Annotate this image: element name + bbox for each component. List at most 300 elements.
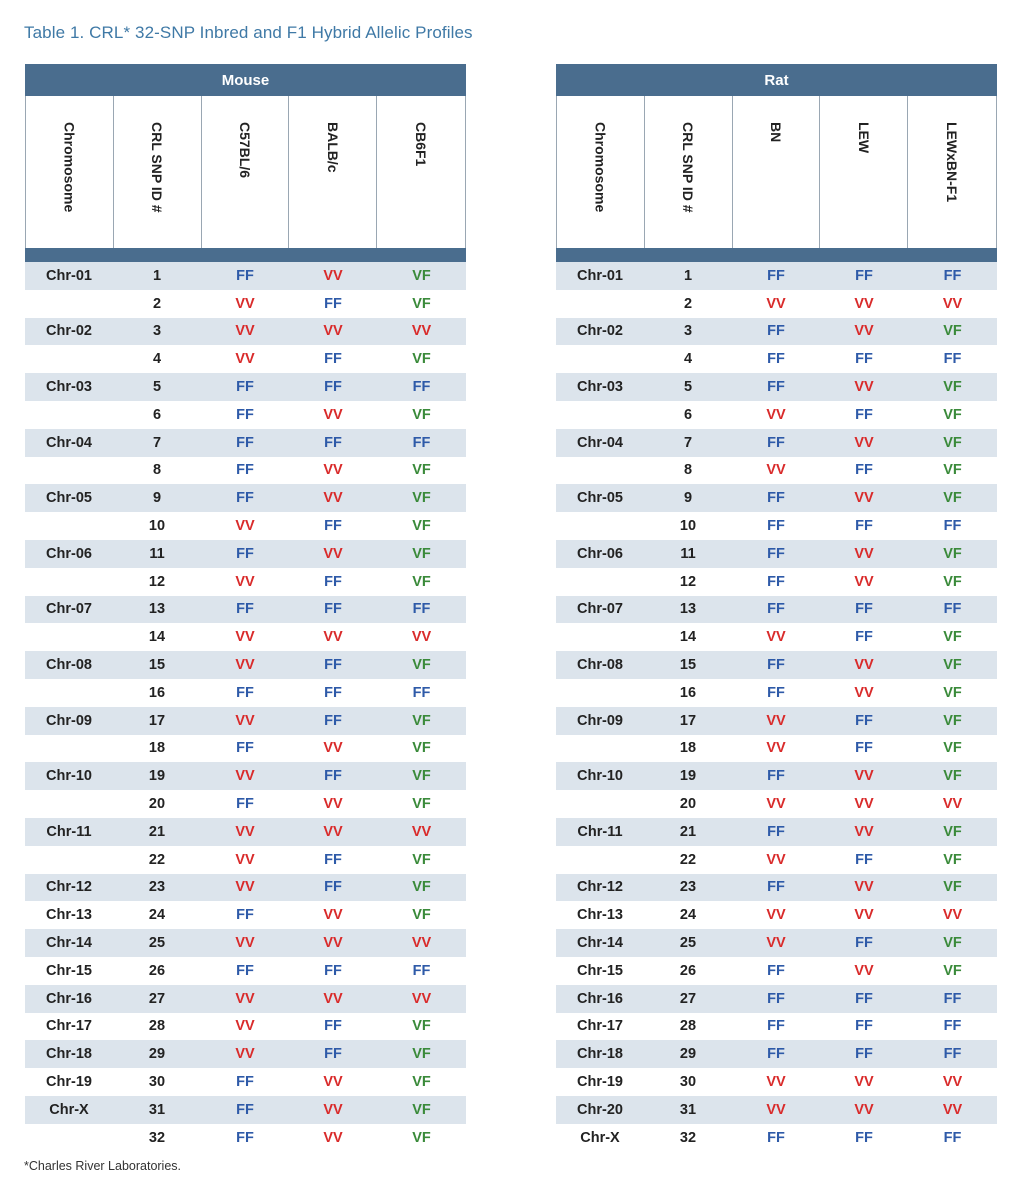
allele-cell: VV [854, 768, 874, 785]
allele-cell: VV [854, 379, 874, 396]
table-row [25, 1096, 466, 1124]
allele-cell: FF [412, 962, 431, 979]
allele-cell: VF [412, 1046, 431, 1063]
allele-cell: FF [855, 518, 873, 535]
column-header [733, 96, 821, 248]
column-header [289, 96, 377, 248]
allele-cell: FF [855, 462, 873, 479]
snp-id-cell: 22 [679, 851, 697, 868]
snp-id-cell: 17 [679, 712, 697, 729]
allele-cell: VF [943, 879, 962, 896]
chromosome-cell: Chr-15 [46, 962, 92, 979]
table-row [25, 651, 466, 679]
snp-id-cell: 29 [148, 1046, 166, 1063]
table-row [556, 707, 997, 735]
allele-cell: VV [766, 907, 786, 924]
allele-cell: VF [412, 573, 431, 590]
table-row [25, 596, 466, 624]
snp-id-cell: 20 [679, 796, 697, 813]
chromosome-cell: Chr-17 [577, 1018, 623, 1035]
allele-cell: VV [235, 629, 255, 646]
snp-id-cell: 11 [680, 545, 696, 562]
allele-cell: FF [236, 1074, 254, 1090]
allele-cell: FF [236, 490, 254, 507]
snp-id-cell: 16 [679, 684, 697, 701]
chromosome-cell: Chr-13 [577, 907, 623, 924]
allele-cell: FF [236, 601, 254, 618]
column-headers [556, 96, 997, 248]
chromosome-cell: Chr-13 [46, 907, 92, 924]
allele-cell: VV [323, 267, 343, 284]
column-header [820, 96, 908, 248]
allele-cell: VV [235, 323, 255, 340]
snp-id-cell: 4 [152, 351, 162, 368]
column-header [557, 96, 645, 248]
column-header [377, 96, 466, 248]
table-row [25, 1068, 466, 1096]
rat-table [556, 64, 997, 1152]
snp-id-cell: 15 [679, 657, 697, 674]
allele-cell: VV [766, 1074, 786, 1090]
table-row [25, 401, 466, 429]
allele-cell: VV [942, 907, 963, 924]
allele-cell: VV [766, 712, 786, 729]
allele-cell: FF [236, 907, 254, 924]
chromosome-cell: Chr-06 [577, 545, 623, 562]
table-row [556, 818, 997, 846]
chromosome-cell: Chr-03 [577, 379, 623, 396]
allele-cell: FF [236, 1101, 254, 1118]
allele-cell: VF [412, 267, 431, 284]
table-row [556, 1124, 997, 1152]
table-row [556, 874, 997, 902]
table-row [556, 290, 997, 318]
snp-id-cell: 12 [679, 573, 697, 590]
allele-cell: FF [855, 601, 873, 618]
table-row [25, 1013, 466, 1041]
snp-id-cell: 6 [683, 406, 693, 423]
table-row [556, 540, 997, 568]
chromosome-cell: Chr-12 [577, 879, 623, 896]
snp-id-cell: 15 [148, 657, 166, 674]
table-title: Table 1. CRL* 32-SNP Inbred and F1 Hybrid Allelic Profiles [24, 23, 473, 42]
allele-cell: FF [855, 351, 873, 368]
column-header-label: Chromosome [592, 122, 609, 213]
allele-cell: VF [412, 295, 431, 312]
table-row [556, 373, 997, 401]
table-row [556, 484, 997, 512]
allele-cell: VV [323, 462, 343, 479]
allele-cell: VV [942, 1101, 963, 1118]
chromosome-cell: Chr-03 [46, 379, 92, 396]
allele-cell: FF [943, 990, 962, 1007]
chromosome-cell: Chr-02 [46, 323, 92, 340]
snp-id-cell: 10 [679, 518, 697, 535]
table-body [556, 262, 997, 1152]
snp-id-cell: 25 [679, 935, 697, 952]
allele-cell: FF [855, 740, 873, 757]
table-row [556, 512, 997, 540]
chromosome-cell: Chr-X [580, 1129, 620, 1146]
allele-cell: VF [412, 657, 431, 674]
allele-cell: FF [767, 267, 785, 284]
snp-id-cell: 27 [679, 990, 697, 1007]
allele-cell: FF [767, 962, 785, 979]
table-row [25, 985, 466, 1013]
table-row [25, 929, 466, 957]
table-row [25, 345, 466, 373]
allele-cell: VV [854, 1074, 874, 1090]
allele-cell: FF [943, 351, 962, 368]
allele-cell: VF [412, 768, 431, 785]
table-row [25, 373, 466, 401]
snp-id-cell: 28 [148, 1018, 166, 1035]
allele-cell: VV [235, 768, 255, 785]
table-row [556, 846, 997, 874]
allele-cell: FF [855, 990, 873, 1007]
table-row [556, 568, 997, 596]
table-row [25, 429, 466, 457]
allele-cell: VF [943, 490, 962, 507]
chromosome-cell: Chr-04 [577, 434, 623, 451]
snp-id-cell: 17 [148, 712, 166, 729]
chromosome-cell: Chr-12 [46, 879, 92, 896]
snp-id-cell: 30 [148, 1074, 166, 1090]
snp-id-cell: 23 [148, 879, 166, 896]
allele-cell: VF [943, 740, 962, 757]
allele-cell: VV [323, 323, 343, 340]
chromosome-cell: Chr-02 [577, 323, 623, 340]
table-row [25, 623, 466, 651]
allele-cell: FF [412, 601, 431, 618]
allele-cell: VF [412, 1074, 431, 1090]
table-row [25, 790, 466, 818]
allele-cell: FF [236, 379, 254, 396]
allele-cell: VF [943, 851, 962, 868]
allele-cell: VV [942, 796, 963, 813]
allele-cell: VV [411, 323, 432, 340]
chromosome-cell: Chr-X [49, 1101, 89, 1118]
allele-cell: VF [943, 629, 962, 646]
allele-cell: VF [412, 1101, 431, 1118]
snp-id-cell: 7 [683, 434, 693, 451]
allele-cell: FF [236, 684, 254, 701]
column-headers [25, 96, 466, 248]
snp-id-cell: 4 [683, 351, 693, 368]
snp-id-cell: 3 [683, 323, 693, 340]
snp-id-cell: 13 [679, 601, 697, 618]
allele-cell: FF [855, 1046, 873, 1063]
allele-cell: VV [766, 1101, 786, 1118]
allele-cell: FF [324, 295, 342, 312]
allele-cell: VV [235, 879, 255, 896]
snp-id-cell: 30 [679, 1074, 697, 1090]
table-row [25, 901, 466, 929]
allele-cell: FF [236, 962, 254, 979]
allele-cell: VV [854, 1101, 874, 1118]
allele-cell: FF [767, 990, 785, 1007]
table-row [556, 318, 997, 346]
table-row [25, 735, 466, 763]
allele-cell: VV [235, 295, 255, 312]
chromosome-cell: Chr-01 [577, 267, 623, 284]
allele-cell: FF [767, 323, 785, 340]
allele-cell: VV [235, 990, 255, 1007]
column-header-label: CB6F1 [413, 122, 430, 167]
allele-cell: FF [324, 1018, 342, 1035]
table-row [25, 540, 466, 568]
column-header-label: Chromosome [61, 122, 78, 213]
column-header [908, 96, 997, 248]
chromosome-cell: Chr-07 [577, 601, 623, 618]
snp-id-cell: 21 [148, 823, 166, 840]
snp-id-cell: 22 [148, 851, 166, 868]
table-row [25, 484, 466, 512]
allele-cell: VF [943, 434, 962, 451]
allele-cell: VF [412, 351, 431, 368]
allele-cell: FF [943, 1046, 962, 1063]
allele-cell: VF [412, 518, 431, 535]
allele-cell: VV [854, 323, 874, 340]
column-header [26, 96, 114, 248]
allele-cell: FF [324, 573, 342, 590]
allele-cell: VV [766, 740, 786, 757]
column-header-label: LEWxBN-F1 [944, 122, 961, 203]
table-row [556, 1096, 997, 1124]
table-row [556, 790, 997, 818]
table-row [25, 290, 466, 318]
snp-id-cell: 5 [683, 379, 693, 396]
allele-cell: VV [411, 629, 432, 646]
chromosome-cell: Chr-10 [46, 768, 92, 785]
allele-cell: VF [412, 545, 431, 562]
table-row [25, 1040, 466, 1068]
allele-cell: FF [767, 768, 785, 785]
column-header-label: BN [767, 122, 784, 143]
allele-cell: VV [323, 823, 343, 840]
allele-cell: FF [855, 406, 873, 423]
allele-cell: VV [766, 295, 786, 312]
allele-cell: FF [767, 684, 785, 701]
snp-id-cell: 8 [152, 462, 162, 479]
allele-cell: VV [323, 935, 343, 952]
allele-cell: VV [323, 545, 343, 562]
table-row [25, 874, 466, 902]
allele-cell: VV [854, 657, 874, 674]
allele-cell: FF [324, 962, 342, 979]
allele-cell: VV [323, 740, 343, 757]
table-row [25, 846, 466, 874]
table-row [556, 679, 997, 707]
allele-cell: VV [235, 851, 255, 868]
snp-id-cell: 12 [148, 573, 166, 590]
allele-cell: VV [854, 684, 874, 701]
chromosome-cell: Chr-20 [577, 1101, 623, 1118]
snp-id-cell: 10 [148, 518, 166, 535]
allele-cell: VV [411, 823, 432, 840]
allele-cell: VF [943, 323, 962, 340]
snp-id-cell: 8 [683, 462, 693, 479]
table-group-header: Mouse [25, 64, 466, 96]
allele-cell: VF [943, 406, 962, 423]
allele-cell: VV [766, 796, 786, 813]
allele-cell: FF [767, 601, 785, 618]
allele-cell: VV [323, 907, 343, 924]
table-row [556, 1068, 997, 1096]
table-row [556, 345, 997, 373]
allele-cell: VF [412, 406, 431, 423]
allele-cell: VV [235, 351, 255, 368]
allele-cell: VV [323, 1074, 343, 1090]
allele-cell: FF [324, 684, 342, 701]
allele-cell: VV [942, 295, 963, 312]
table-row [556, 1013, 997, 1041]
allele-cell: VV [766, 462, 786, 479]
allele-cell: FF [236, 740, 254, 757]
allele-cell: FF [412, 379, 431, 396]
snp-id-cell: 14 [148, 629, 166, 646]
allele-cell: FF [767, 657, 785, 674]
table-row [25, 318, 466, 346]
allele-cell: FF [855, 629, 873, 646]
table-row [556, 929, 997, 957]
snp-id-cell: 1 [152, 267, 162, 284]
footnote: *Charles River Laboratories. [24, 1159, 182, 1173]
allele-cell: VV [323, 406, 343, 423]
allele-cell: VF [943, 545, 962, 562]
table-row [556, 262, 997, 290]
column-header-label: CRL SNP ID # [149, 122, 166, 213]
allele-cell: VF [412, 712, 431, 729]
allele-cell: FF [324, 851, 342, 868]
allele-cell: VV [854, 573, 874, 590]
chromosome-cell: Chr-14 [577, 935, 623, 952]
snp-id-cell: 7 [152, 434, 162, 451]
allele-cell: FF [767, 379, 785, 396]
allele-cell: VV [235, 712, 255, 729]
allele-cell: FF [855, 1018, 873, 1035]
table-row [556, 735, 997, 763]
table-body [25, 262, 466, 1152]
snp-id-cell: 29 [679, 1046, 697, 1063]
allele-cell: VV [854, 879, 874, 896]
allele-cell: FF [943, 1129, 962, 1146]
column-header-label: BALB/c [324, 122, 341, 173]
allele-cell: FF [767, 823, 785, 840]
allele-cell: FF [412, 684, 431, 701]
allele-cell: VF [943, 935, 962, 952]
table-row [25, 457, 466, 485]
allele-cell: FF [324, 434, 342, 451]
table-row [556, 901, 997, 929]
header-divider [25, 248, 466, 262]
allele-cell: FF [324, 712, 342, 729]
table-row [25, 957, 466, 985]
allele-cell: VV [235, 573, 255, 590]
allele-cell: FF [855, 267, 873, 284]
allele-cell: VV [854, 490, 874, 507]
chromosome-cell: Chr-18 [46, 1046, 92, 1063]
allele-cell: VF [412, 796, 431, 813]
allele-cell: FF [236, 1129, 254, 1146]
snp-id-cell: 31 [679, 1101, 697, 1118]
snp-id-cell: 19 [679, 768, 697, 785]
snp-id-cell: 26 [679, 962, 697, 979]
table-row [556, 651, 997, 679]
table-row [556, 1040, 997, 1068]
allele-cell: VF [943, 657, 962, 674]
allele-cell: VV [854, 962, 874, 979]
allele-cell: FF [236, 434, 254, 451]
chromosome-cell: Chr-05 [577, 490, 623, 507]
chromosome-cell: Chr-19 [46, 1074, 92, 1090]
snp-id-cell: 20 [148, 796, 166, 813]
table-row [25, 818, 466, 846]
column-header [202, 96, 290, 248]
chromosome-cell: Chr-19 [577, 1074, 623, 1090]
allele-cell: VV [323, 629, 343, 646]
allele-cell: VF [943, 712, 962, 729]
allele-cell: VF [412, 907, 431, 924]
chromosome-cell: Chr-15 [577, 962, 623, 979]
column-header-label: LEW [855, 122, 872, 154]
snp-id-cell: 32 [148, 1129, 166, 1146]
table-row [25, 762, 466, 790]
table-row [556, 429, 997, 457]
allele-cell: VV [942, 1074, 963, 1090]
allele-cell: FF [236, 462, 254, 479]
chromosome-cell: Chr-01 [46, 267, 92, 284]
column-header [645, 96, 733, 248]
snp-id-cell: 19 [148, 768, 166, 785]
allele-cell: VF [943, 379, 962, 396]
allele-cell: FF [855, 1129, 873, 1146]
allele-cell: FF [236, 406, 254, 423]
allele-cell: VV [854, 823, 874, 840]
chromosome-cell: Chr-06 [46, 545, 92, 562]
chromosome-cell: Chr-04 [46, 434, 92, 451]
allele-cell: FF [767, 1018, 785, 1035]
snp-id-cell: 28 [679, 1018, 697, 1035]
allele-cell: FF [324, 601, 342, 618]
allele-cell: VF [943, 573, 962, 590]
allele-cell: FF [236, 796, 254, 813]
allele-cell: VV [766, 629, 786, 646]
table-row [25, 568, 466, 596]
allele-cell: FF [324, 768, 342, 785]
allele-cell: VF [943, 684, 962, 701]
table-row [556, 762, 997, 790]
snp-id-cell: 5 [152, 379, 162, 396]
allele-cell: VV [235, 935, 255, 952]
table-row [25, 1124, 466, 1152]
allele-cell: FF [324, 657, 342, 674]
snp-id-cell: 26 [148, 962, 166, 979]
chromosome-cell: Chr-10 [577, 768, 623, 785]
table-row [25, 512, 466, 540]
table-row [556, 457, 997, 485]
table-row [556, 985, 997, 1013]
snp-id-cell: 14 [679, 629, 697, 646]
chromosome-cell: Chr-14 [46, 935, 92, 952]
allele-cell: FF [943, 267, 962, 284]
allele-cell: FF [767, 573, 785, 590]
snp-id-cell: 2 [152, 295, 162, 312]
allele-cell: FF [324, 879, 342, 896]
allele-cell: VF [412, 740, 431, 757]
allele-cell: VV [854, 545, 874, 562]
allele-cell: VV [766, 851, 786, 868]
